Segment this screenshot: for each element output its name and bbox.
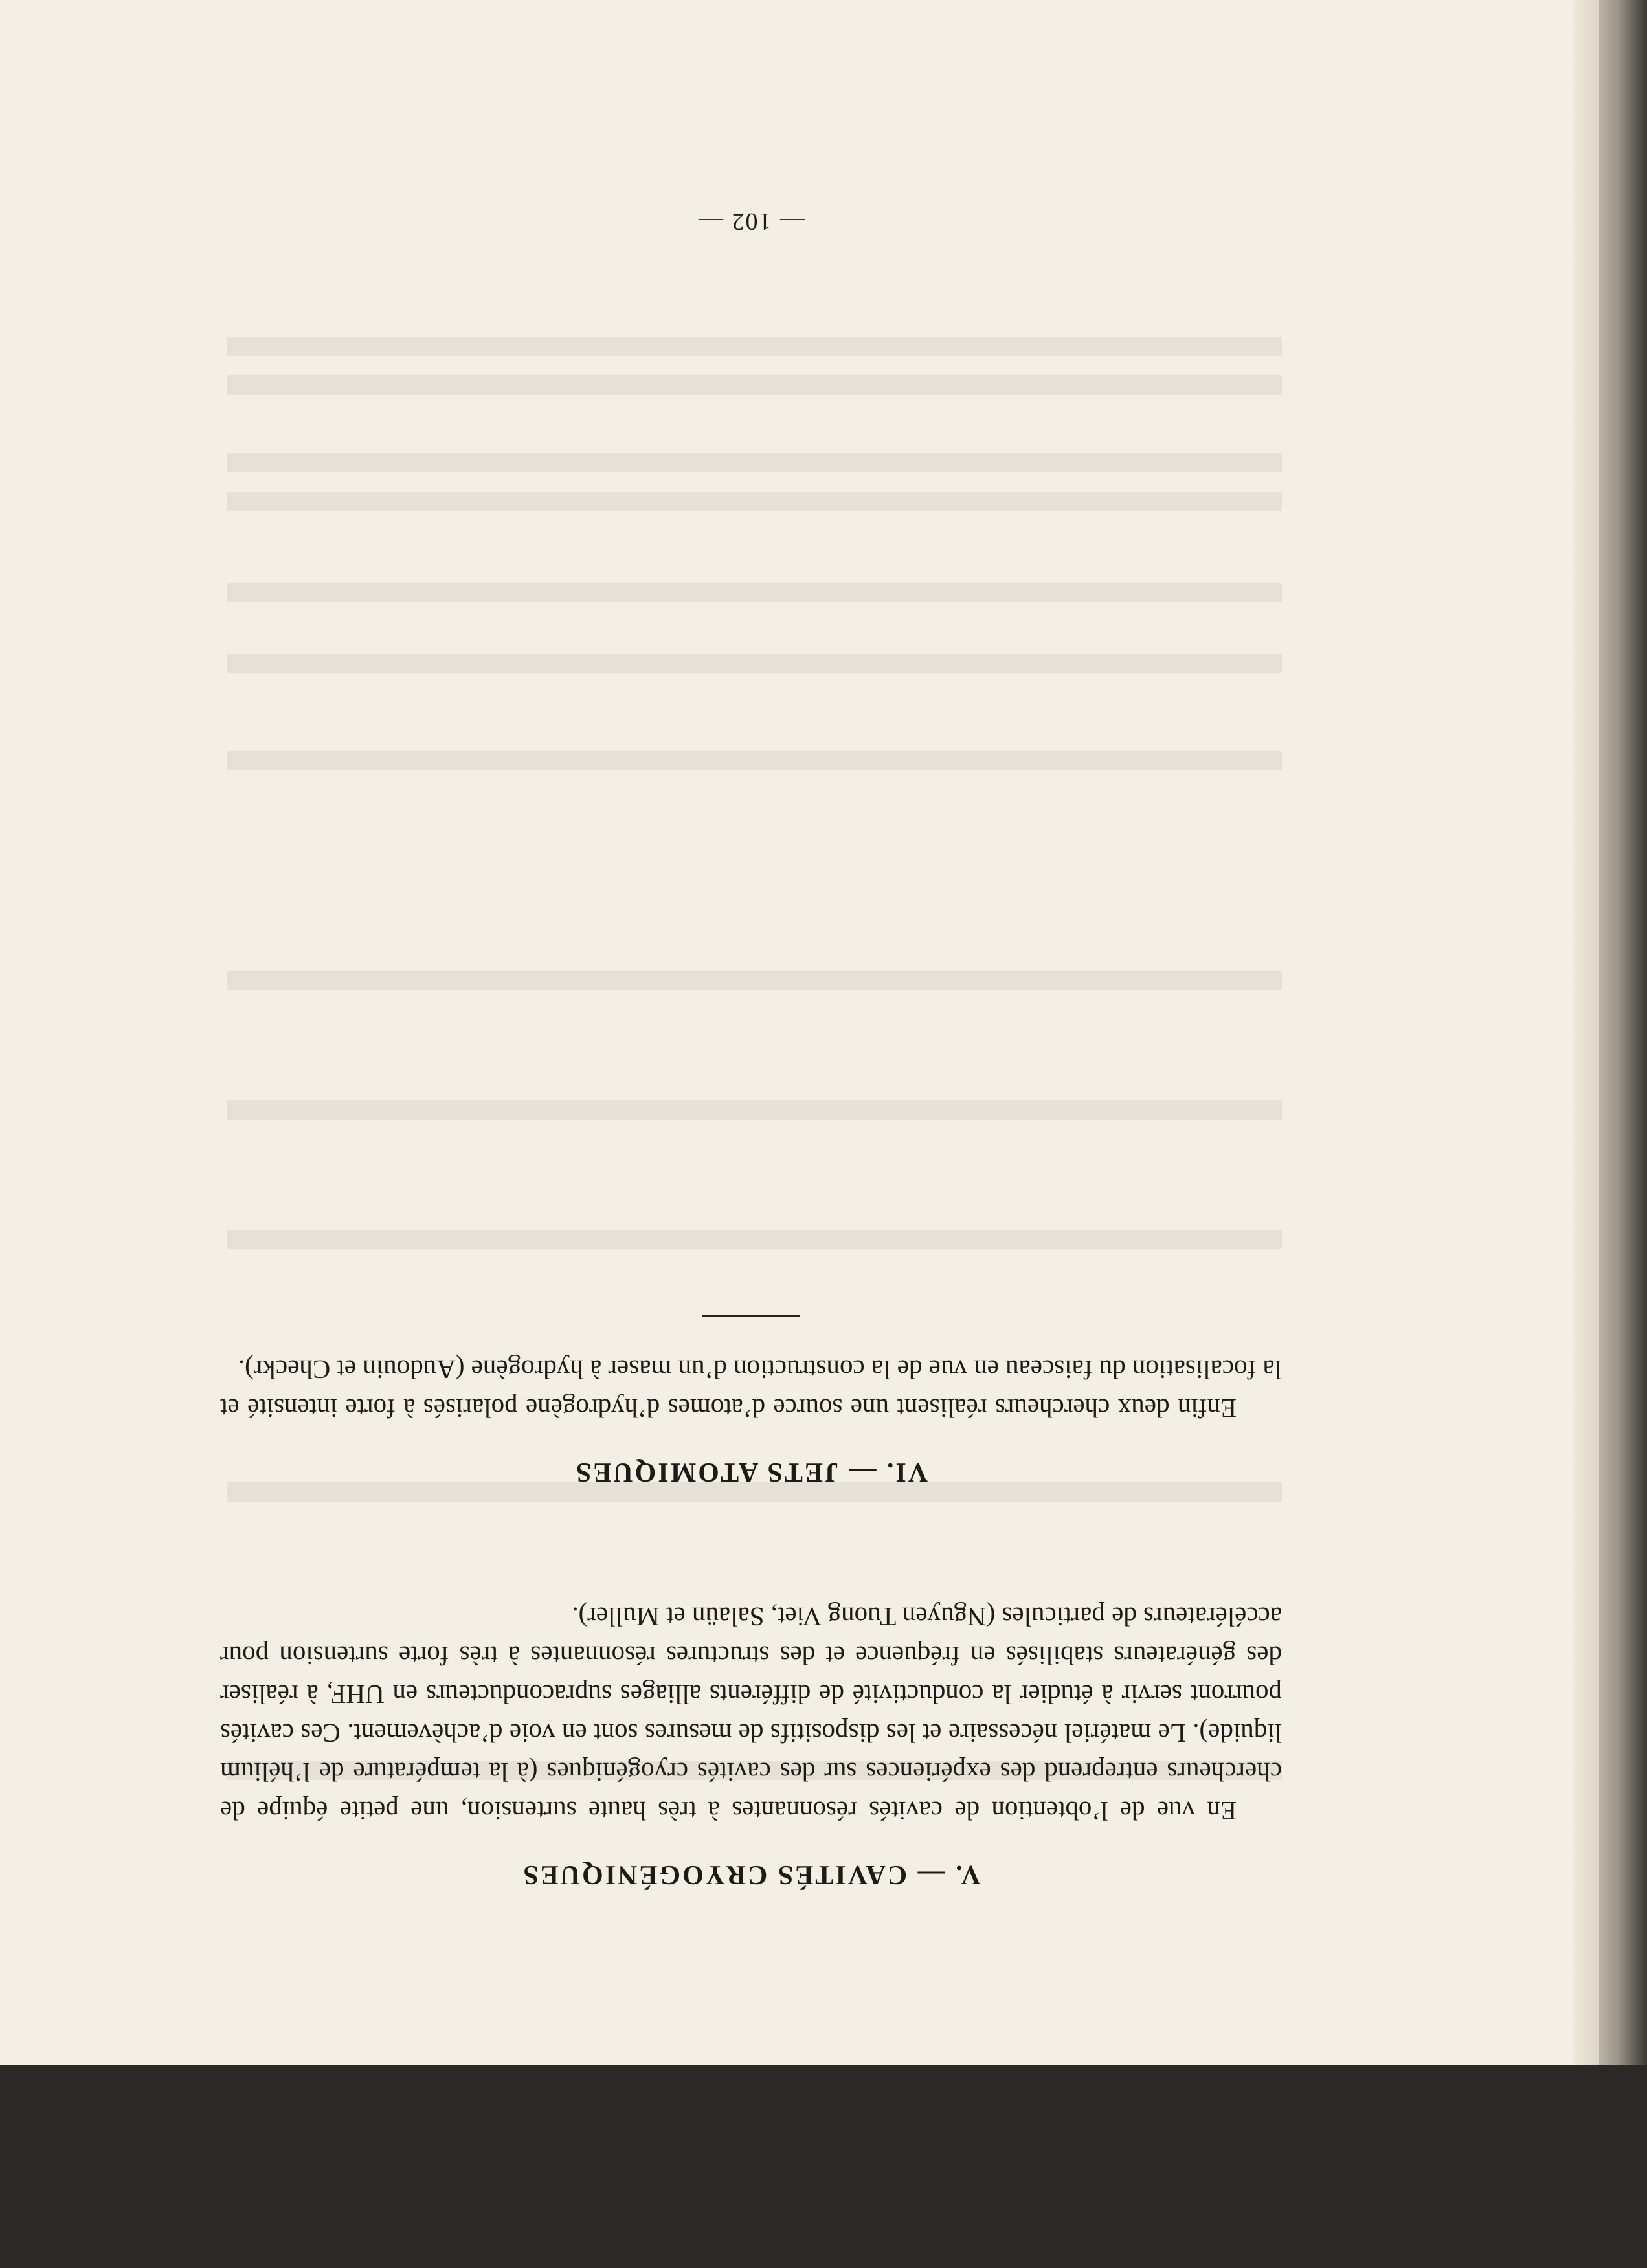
section-paragraph: En vue de l’obtention de cavités résonnantes à très haute surtension, une petite équipe de chercheurs entreprend des expériences sur des cavités cryogéniques (à la température de l’hélium liquide). Le matériel nécessaire et les dispositifs de mesures sont en voie d’achèvement. Ces cavités pourront servir à étudier la conductivité de différents alliages supraconducteurs en UHF, à réaliser des générateurs stabilisés en fréquence et des structures résonnantes à très forte surtension pour accélérateurs de particules (Nguyen Tuong Viet, Salaün et Muller). bbox=[220, 1602, 1282, 1826]
binding-strip bbox=[1599, 0, 1647, 2065]
section-cavites-cryogeniques bbox=[220, 1597, 1282, 1890]
section-title: V. — CAVITÉS CRYOGÉNIQUES bbox=[521, 1860, 981, 1889]
scanner-dark-band bbox=[0, 2065, 1647, 2268]
upside-down-page-text bbox=[220, 194, 1282, 1890]
section-divider-rule bbox=[702, 1315, 800, 1317]
section-paragraph: Enfin deux chercheurs réalisent une source d’atomes d’hydrogène polarisés à forte intensité et la focalisation du faisceau en vue de la construction d’un maser à hydrogène (Audouin et Checkr). bbox=[220, 1355, 1282, 1423]
page-content bbox=[220, 1315, 1282, 1890]
page-number: — 102 — bbox=[697, 208, 805, 235]
section-title: VI. — JETS ATOMIQUES bbox=[574, 1457, 928, 1487]
section-jets-atomiques bbox=[220, 1315, 1282, 1487]
